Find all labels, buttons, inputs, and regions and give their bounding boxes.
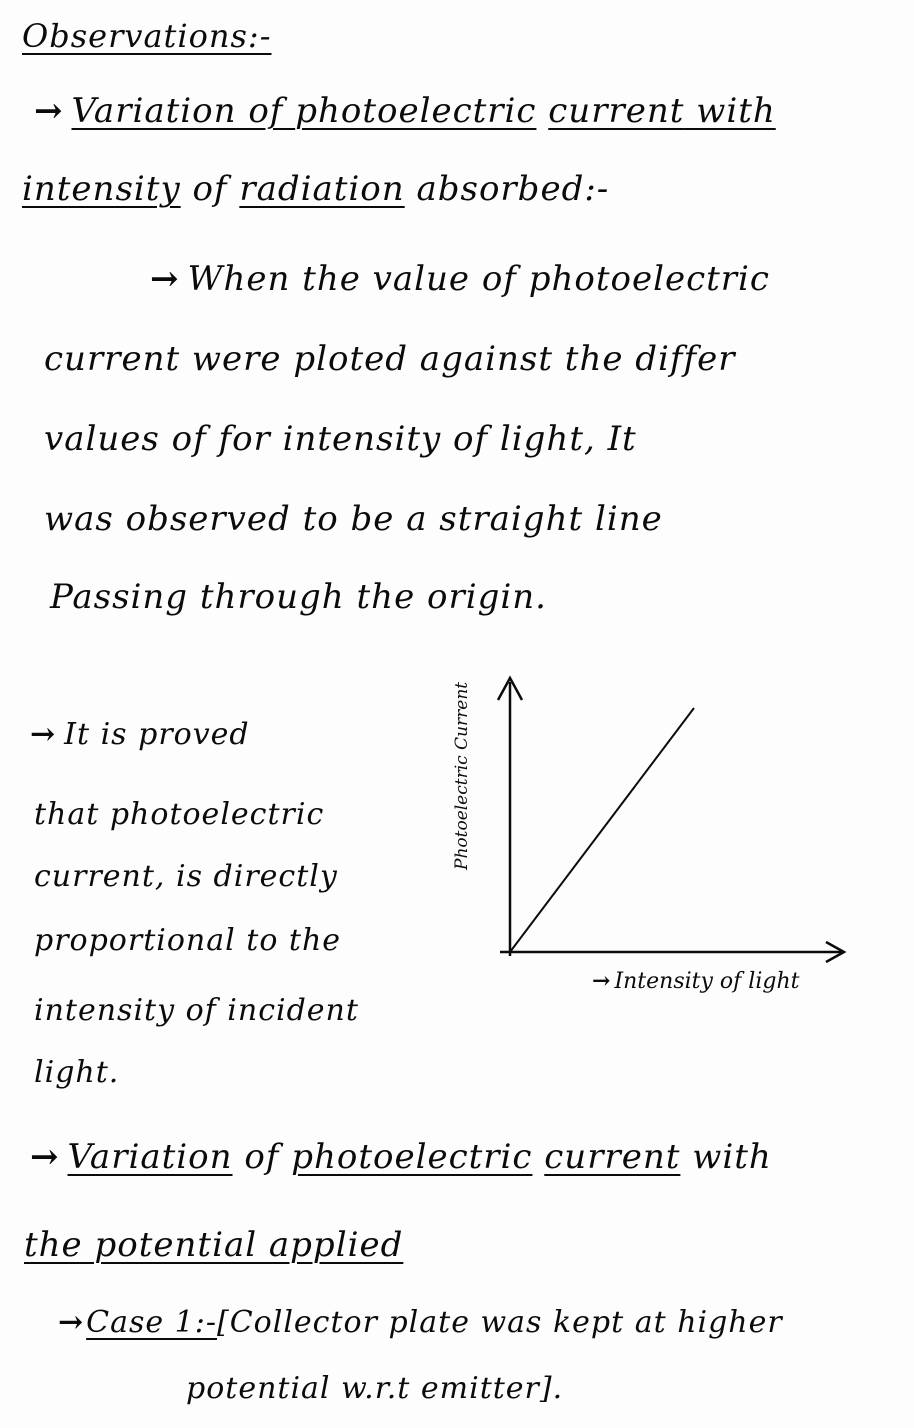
proof-line-5: intensity of incident xyxy=(34,993,359,1028)
proof-line-4: proportional to the xyxy=(34,923,342,958)
para-line-2: current were ploted against the differ xyxy=(44,339,736,379)
proof-line-3: current, is directly xyxy=(34,859,338,894)
proportional-line xyxy=(510,708,694,952)
section1-title-line2: intensity of radiation absorbed:- xyxy=(22,169,610,209)
section1-title: → Variation of photoelectric current with xyxy=(34,91,776,131)
case1-line-2: potential w.r.t emitter]. xyxy=(186,1371,564,1406)
intensity-current-graph xyxy=(470,660,870,980)
arrow-icon: → xyxy=(30,717,57,752)
graph-x-label: → Intensity of light xyxy=(592,968,800,994)
para-line-1: → When the value of photoelectric xyxy=(150,259,770,299)
arrow-icon: → xyxy=(30,1137,60,1177)
section2-title-line2: the potential applied xyxy=(24,1225,404,1265)
para-line-4: was observed to be a straight line xyxy=(44,499,663,539)
proof-line-1: → It is proved xyxy=(30,717,250,752)
proof-line-6: light. xyxy=(34,1055,120,1090)
para-line-3: values of for intensity of light, It xyxy=(44,419,637,459)
case1-label: Case 1:- xyxy=(86,1305,217,1340)
para-line-5: Passing through the origin. xyxy=(50,577,547,617)
case1-line-1: →Case 1:-[Collector plate was kept at higher xyxy=(58,1305,783,1340)
arrow-icon: → xyxy=(58,1305,85,1340)
page-heading: Observations:- xyxy=(22,17,272,55)
arrow-icon: → xyxy=(34,91,64,131)
proof-line-2: that photoelectric xyxy=(34,797,325,832)
arrow-icon: → xyxy=(592,968,611,994)
arrow-icon: → xyxy=(150,259,180,299)
graph-y-label: Photoelectric Current xyxy=(452,681,472,870)
section2-title: → Variation of photoelectric current with xyxy=(30,1137,772,1177)
